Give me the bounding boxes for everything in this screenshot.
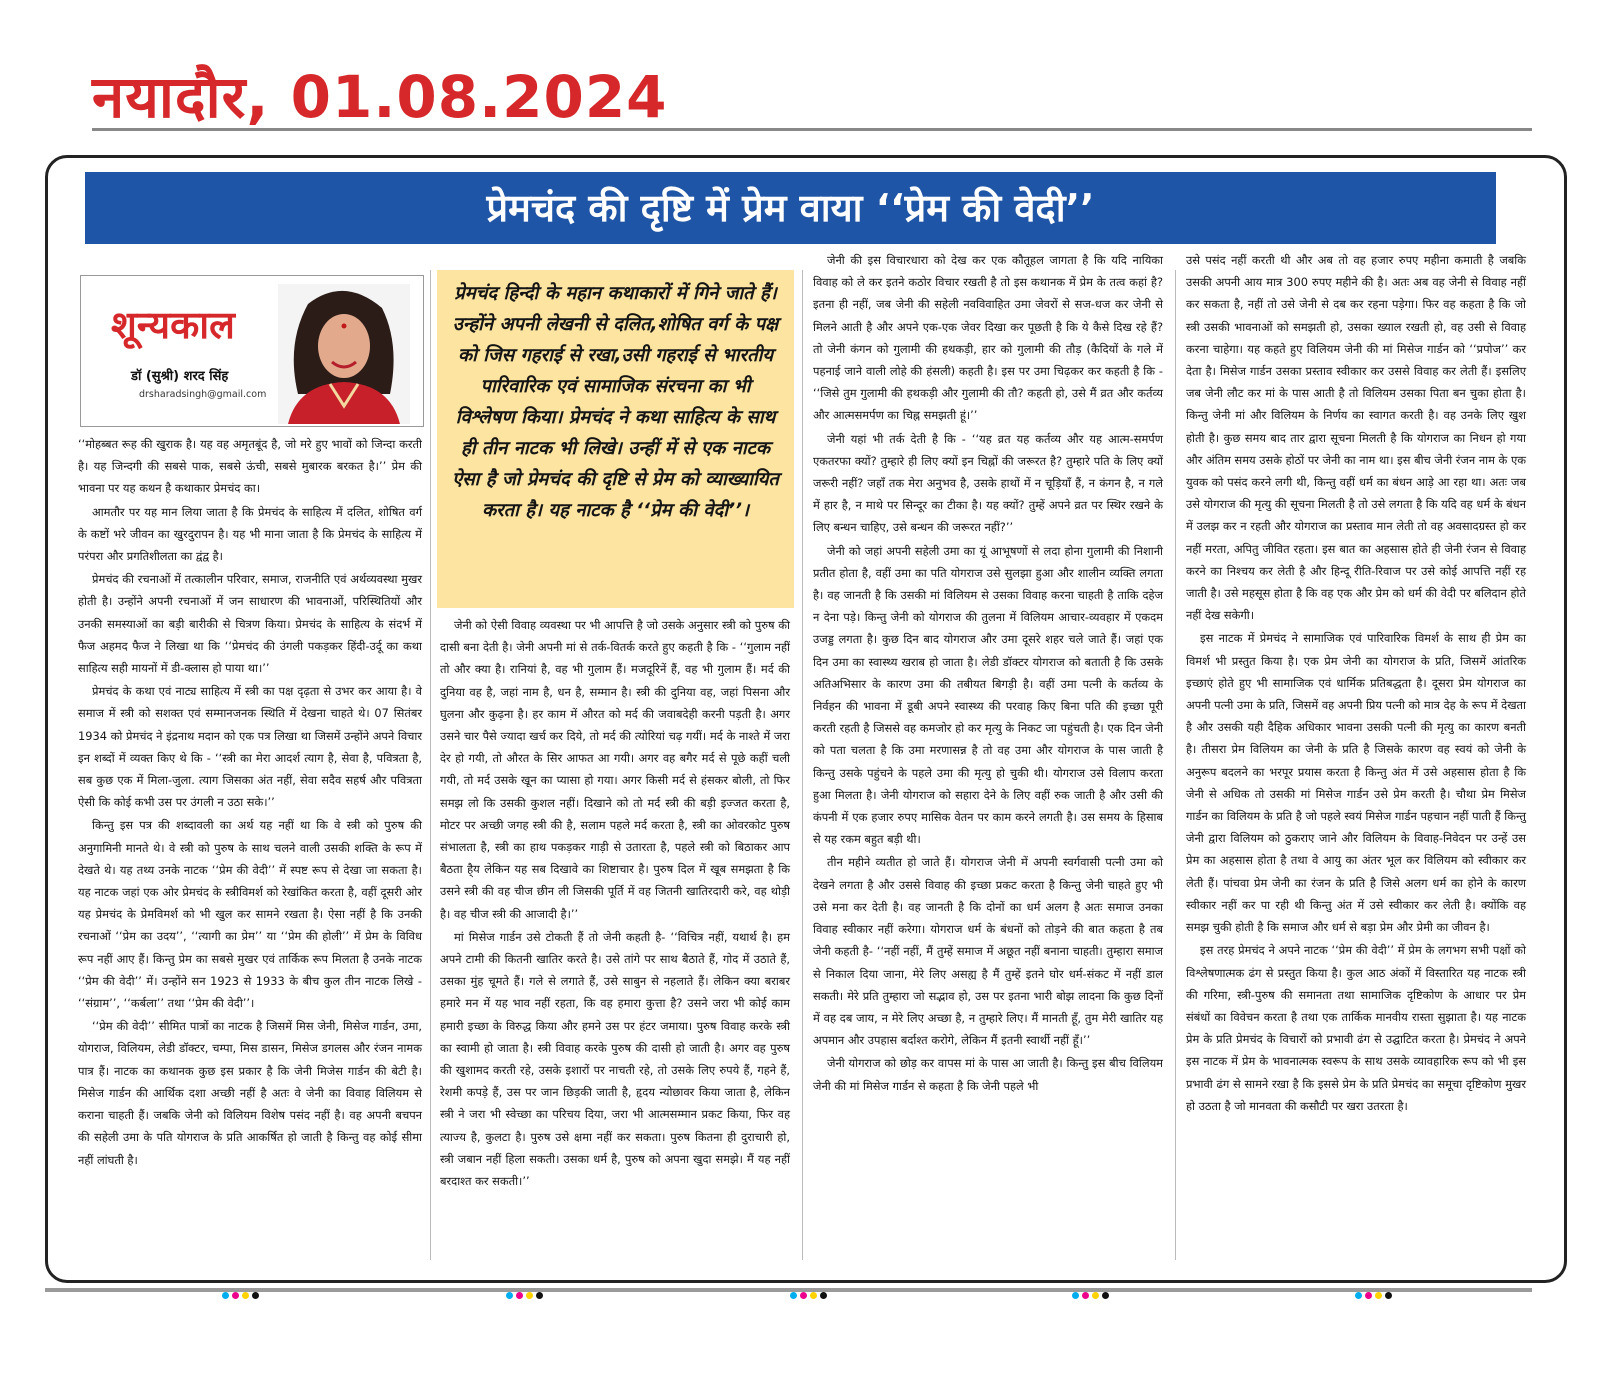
paragraph: ‘‘मोहब्बत रूह की खुराक है। यह वह अमृतबूंद है, जो मरे हुए भावों को जिन्दा करती है। यह जिन्दगी की सबसे पाक, सबसे ऊंची, सबसे मुबारक बरकत है।’’ प्रेम की भावना पर यह कथन है कथाकार प्रेमचंद का। [78, 437, 422, 496]
pull-quote-box [437, 270, 794, 608]
paragraph: जेनी योगराज को छोड़ कर वापस मां के पास आ जाती है। किन्तु इस बीच विलियम जेनी की मां मिसेज गार्डन से कहता है कि जेनी पहले भी [813, 1056, 1163, 1093]
masthead-title: नयादौर, 01.08.2024 [92, 63, 668, 131]
paragraph: मां मिसेज गार्डन उसे टोकती हैं तो जेनी कहती है- ‘‘विचित्र नहीं, यथार्थ है। हम अपने टामी की कितनी खातिर करते है। उसे तांगे पर साथ बैठाते हैं, गोद में उठाते हैं, उसका मुंह चूमते हैं। गले से लगाते हैं, उसे साबुन से नहलाते हैं। लेकिन क्या बराबर हमारे मन में यह भाव नहीं रहता, कि वह हमारा कुत्ता है? उसने जरा भी कोई काम हमारी इच्छा के विरुद्ध किया और हमने उस पर हंटर जमाया। पुरुष विवाह करके स्त्री का स्वामी हो जाता है। स्त्री विवाह करके पुरुष की दासी हो जाती है। अगर वह पुरुष की खुशामद करती रहे, उसके इशारों पर नाचती रहे, तो उसके लिए रुपये हैं, गहने हैं, रेशमी कपड़े हैं, उस पर जान छिड़की जाती है, हृदय न्योछावर किया जाता है, लेकिन स्त्री ने जरा भी स्वेच्छा का परिचय दिया, जरा भी आत्मसम्मान प्रकट किया, फिर वह त्याज्य है, कुलटा है। पुरुष उसे क्षमा नहीं कर सकता। पुरुष कितना ही दुराचारी हो, स्त्री जबान नहीं हिला सकती। उसका धर्म है, पुरुष को अपना खुदा समझे। मैं यह नहीं बरदाश्त कर सकती।’’ [440, 929, 790, 1189]
article-column-4 [1186, 249, 1526, 1118]
column-brand-name: शून्यकाल [111, 303, 235, 347]
paragraph: किन्तु इस पत्र की शब्दावली का अर्थ यह नहीं था कि वे स्त्री को पुरुष की अनुगामिनी मानते थे। वे स्त्री को पुरुष के साथ चलने वाली उसकी शक्ति के रूप में देखते थे। यह तथ्य उनके नाटक ‘‘प्रेम की वेदी’’ में स्पष्ट रूप से देखा जा सकता है। यह नाटक जहां एक ओर प्रेमचंद के स्त्रीविमर्श को रेखांकित करता है, वहीं दूसरी ओर यह प्रेमचंद के प्रेमविमर्श को भी खुल कर सामने रखता है। ऐसा नहीं है कि उनकी रचनाओं ‘‘प्रेम का उदय’’, ‘‘त्यागी का प्रेम’’ या ‘‘प्रेम की होली’’ में प्रेम के विविध रूप नहीं आए हैं। किन्तु प्रेम का सबसे मुखर एवं तार्किक रूप मिलता है उनके नाटक ‘‘प्रेम की वेदी’’ में। उन्होंने सन 1923 से 1933 के बीच कुल तीन नाटक लिखे - ‘‘संग्राम’’, ‘‘कर्बला’’ तथा ‘‘प्रेम की वेदी’’। [78, 818, 422, 1011]
registration-mark [506, 1292, 543, 1300]
footer-rule [45, 1288, 1532, 1292]
paragraph: ‘‘प्रेम की वेदी’’ सीमित पात्रों का नाटक है जिसमें मिस जेनी, मिसेज गार्डन, उमा, योगराज, विलियम, लेडी डॉक्टर, चम्पा, मिस डासन, मिसेज डगलस और रंजन नामक पात्र हैं। नाटक का कथानक कुछ इस प्रकार है कि जेनी मिजेस गार्डन की बेटी है। मिसेज गार्डन की आर्थिक दशा अच्छी नहीं है अतः वे जेनी का विवाह विलियम से कराना चाहती हैं। जबकि जेनी को विलियम विशेष पसंद नहीं है। वह अपनी बचपन की सहेली उमा के पति योगराज के प्रति आकर्षित हो जाती है किन्तु वह कोई सीमा नहीं लांघती है। [78, 1019, 422, 1167]
article-column-2 [440, 614, 790, 1193]
article-column-3 [813, 249, 1163, 1098]
registration-mark [790, 1292, 827, 1300]
column-divider [1175, 270, 1176, 1260]
paragraph: जेनी यहां भी तर्क देती है कि - ‘‘यह व्रत यह कर्तव्य और यह आत्म-समर्पण एकतरफा क्यों? तुम्हारे ही लिए क्यों इन चिह्नों की जरूरत है? तुम्हारे पति के लिए क्यों जरूरी नहीं? जहाँ तक मेरा अनुभव है, उसके हाथों में न चूड़ियाँ हैं, न कंगन है, न गले में हार है, न माथे पर सिन्दूर का टीका है। यह क्यों? तुम्हें अपने व्रत पर स्थिर रखने के लिए बन्धन चाहिए, उसे बन्धन की जरूरत नहीं?’’ [813, 431, 1163, 535]
paragraph: जेनी की इस विचारधारा को देख कर एक कौतूहल जागता है कि यदि नायिका विवाह को ले कर इतने कठोर विचार रखती है तो इस कथानक में प्रेम के तत्व कहां है? इतना ही नहीं, जब जेनी की सहेली नवविवाहित उमा जेवरों से सज-धज कर जेनी से मिलने आती है और अपने एक-एक जेवर दिखा कर पूछती है कि ये कैसे दिख रहे हैं? तो जेनी कंगन को गुलामी की हथकड़ी, हार को गुलामी की तौड़ (कैदियों के गले में पहनाई जाने वाली लोहे की हंसली) कहती है। इस पर उमा चिढ़कर कर कहती है कि - ‘‘जिसे तुम गुलामी की हथकड़ी और गुलामी की तौ? कहती हो, उसे मैं व्रत और कर्तव्य और आत्मसमर्पण का चिह्न समझती हूं।’’ [813, 253, 1163, 423]
paragraph: प्रेमचंद के कथा एवं नाट्य साहित्य में स्त्री का पक्ष दृढ़ता से उभर कर आया है। वे समाज में स्त्री को सशक्त एवं सम्मानजनक स्थिति में देखना चाहते थे। 07 सितंबर 1934 को प्रेमचंद ने इंद्रनाथ मदान को एक पत्र लिखा था जिसमें उन्होंने अपने विचार इन शब्दों में व्यक्त किए थे कि - ‘‘स्त्री का मेरा आदर्श त्याग है, सेवा है, पवित्रता है, सब कुछ एक में मिला-जुला. त्याग जिसका अंत नहीं, सेवा सदैव सहर्ष और पवित्रता ऐसी कि कोई कभी उस पर उंगली न उठा सके।’’ [78, 684, 422, 810]
column-brand-box [80, 275, 424, 427]
column-divider [430, 270, 431, 1260]
paragraph: तीन महीने व्यतीत हो जाते हैं। योगराज जेनी में अपनी स्वर्गवासी पत्नी उमा को देखने लगता है और उससे विवाह की इच्छा प्रकट करता है किन्तु जेनी चाहते हुए भी उसे मना कर देती है। वह जानती है कि दोनों का धर्म अलग है अतः समाज उनका विवाह स्वीकार नहीं करेगा। योगराज धर्म के बंधनों को तोड़ने की बात कहता है तब जेनी कहती है- ‘‘नहीं नहीं, मैं तुम्हें समाज में अछूत नहीं बनाना चाहती। तुम्हारा समाज से निकाल दिया जाना, मेरे लिए असह्य है मैं तुम्हें इतने घोर धर्म-संकट में नहीं डाल सकती। मेरे प्रति तुम्हारा जो सद्भाव हो, उस पर इतना भारी बोझ लादना कि कुछ दिनों में वह दब जाय, न मेरे लिए अच्छा है, न तुम्हारे लिए। मैं मानती हूँ, तुम मेरी खातिर यह अपमान और उपहास बर्दाश्त करोगे, लेकिन मैं इतनी स्वार्थी नहीं हूँ।’’ [813, 855, 1163, 1048]
paragraph: जेनी को जहां अपनी सहेली उमा का यूं आभूषणों से लदा होना गुलामी की निशानी प्रतीत होता है, वहीं उमा का पति योगराज उसे सुलझा हुआ और शालीन व्यक्ति लगता है। वह जानती है कि उसकी मां विलियम से उसका विवाह करना चाहती है ताकि दहेज न देना पड़े। किन्तु जेनी को योगराज की तुलना में विलियम आचार-व्यवहार में एकदम उजड्ड लगता है। कुछ दिन बाद योगराज और उमा दूसरे शहर चले जाते हैं। जहां एक दिन उमा का स्वास्थ्य खराब हो जाता है। लेडी डॉक्टर योगराज को बताती है कि उसके अतिअभिसार के कारण उमा की तबीयत बिगड़ी है। वहीं उमा पत्नी के कर्तव्य के निर्वहन की भावना में डूबी अपने स्वास्थ्य की परवाह किए बिना पति की इच्छा पूरी करती रहती है जिससे वह कमजोर हो कर मृत्यु के निकट जा पहुंचती है। एक दिन जेनी को पता चलता है कि उमा मरणासन्न है तो वह उमा और योगराज के पास जाती है किन्तु उसके पहुंचने के पहले उमा की मृत्यु हो चुकी थी। योगराज उसे विलाप करता हुआ मिलता है। जेनी योगराज को सहारा देने के लिए वहीं रुक जाती है और उसी की कंपनी में एक हजार रुपए मासिक वेतन पर काम करने लगती है। उस समय के हिसाब से यह रकम बहुत बड़ी थी। [813, 543, 1164, 847]
article-column-1 [78, 433, 422, 1172]
pull-quote-text: प्रेमचंद हिन्दी के महान कथाकारों में गिने जाते हैं। उन्होंने अपनी लेखनी से दलित,शोषित वर्ग के पक्ष को जिस गहराई से रखा,उसी गहराई से भारतीय पारिवारिक एवं सामाजिक संरचना का भी विश्लेषण किया। प्रेमचंद ने कथा साहित्य के साथ ही तीन नाटक भी लिखे। उन्हीं में से एक नाटक ऐसा है जो प्रेमचंद की दृष्टि से प्रेम को व्याख्यायित करता है। यह नाटक है ‘‘प्रेम की वेदी’’। [452, 283, 779, 521]
registration-mark [1355, 1292, 1392, 1300]
article-headline: प्रेमचंद की दृष्टि में प्रेम वाया ‘‘प्रेम की वेदी’’ [85, 172, 1496, 244]
column-divider [802, 270, 803, 1260]
author-photo [278, 284, 410, 424]
paragraph: आमतौर पर यह मान लिया जाता है कि प्रेमचंद के साहित्य में दलित, शोषित वर्ग के कष्टों भरे जीवन का खुरदुरापन है। यह भी माना जाता है कि प्रेमचंद के साहित्य में परंपरा और प्रगतिशीलता का द्वंद्व है। [78, 504, 422, 564]
paragraph: इस तरह प्रेमचंद ने अपने नाटक ‘‘प्रेम की वेदी’’ में प्रेम के लगभग सभी पक्षों को विश्लेषणात्मक ढंग से प्रस्तुत किया है। कुल आठ अंकों में विस्तारित यह नाटक स्त्री की गरिमा, स्त्री-पुरुष की समानता तथा सामाजिक दृष्टिकोण के आधार पर प्रेम संबंधों का विवेचन करता है तथा एक तार्किक मानवीय रास्ता सुझाता है। यह नाटक प्रेम के प्रति प्रेमचंद के विचारों को प्रभावी ढंग से उद्घाटित करता है। प्रेमचंद ने अपने इस नाटक में प्रेम के भावनात्मक स्वरूप के साथ उसके व्यावहारिक रूप को भी इस प्रभावी ढंग से सामने रखा है कि इससे प्रेम के प्रति प्रेमचंद का समूचा दृष्टिकोण मुखर हो उठता है जो मानवता की कसौटी पर खरा उतरता है। [1186, 943, 1526, 1113]
registration-mark [1072, 1292, 1109, 1300]
paragraph: इस नाटक में प्रेमचंद ने सामाजिक एवं पारिवारिक विमर्श के साथ ही प्रेम का विमर्श भी प्रस्तुत किया है। एक प्रेम जेनी का योगराज के प्रति, जिसमें आंतरिक इच्छाएं होते हुए भी सामाजिक एवं धार्मिक प्रतिबद्धता है। दूसरा प्रेम योगराज का अपनी पत्नी उमा के प्रति, जिसमें वह अपनी प्रिय पत्नी को मात्र देह के रूप में देखता है और उसकी यही दैहिक अधिकार भावना उसकी पत्नी की मृत्यु का कारण बनती है। तीसरा प्रेम विलियम का जेनी के प्रति है जिसके कारण वह स्वयं को जेनी के अनुरूप बदलने का भरपूर प्रयास करता है किन्तु अंत में उसे अहसास होता है कि जेनी से अधिक तो उसकी मां मिसेज गार्डन उसे प्रेम करती है। चौथा प्रेम मिसेज गार्डन का विलियम के प्रति है जो पहले स्वयं मिसेज गार्डन पहचान नहीं पाती हैं किन्तु जेनी द्वारा विलियम को ठुकराए जाने और विलियम के विवाह-निवेदन पर उन्हें उस प्रेम का अहसास होता है तथा वे आयु का अंतर भूल कर विलियम को स्वीकार कर लेती हैं। पांचवा प्रेम जेनी का रंजन के प्रति है जिसे अलग धर्म का होने के कारण स्वीकार नहीं कर पा रही थी किन्तु अंत में उसे स्वीकार कर लेती है। क्योंकि वह समझ चुकी होती है कि समाज और धर्म से बड़ा प्रेम और प्रेमी का जीवन है। [1186, 631, 1526, 935]
author-name: डॉ (सुश्री) शरद सिंह [131, 369, 229, 384]
masthead-divider [92, 128, 1532, 131]
paragraph: जेनी को ऐसी विवाह व्यवस्था पर भी आपत्ति है जो उसके अनुसार स्त्री को पुरुष की दासी बना देती है। जेनी अपनी मां से तर्क-वितर्क करते हुए कहती है कि - ‘‘गुलाम नहीं तो और क्या है। रानियां है, वह भी गुलाम हैं। मजदूरिनें हैं, वह भी गुलाम हैं। मर्द की दुनिया वह है, जहां नाम है, धन है, सम्मान है। स्त्री की दुनिया वह, जहां पिसना और घुलना और कुढ़ना है। हर काम में औरत को मर्द की जवाबदेही करनी पड़ती है। अगर उसने चार पैसे ज्यादा खर्च कर दिये, तो मर्द की त्योरियां चढ़ गयीं। मर्द के नाश्ते में जरा देर हो गयी, तो औरत के सिर आफत आ गयी। अगर वह बगैर मर्द से पूछे कहीं चली गयी, तो मर्द उसके खून का प्यासा हो गया। अगर किसी मर्द से हंसकर बोली, तो फिर समझ लो कि उसकी कुशल नहीं। दिखाने को तो मर्द स्त्री की बड़ी इज्जत करता है, मोटर पर अच्छी जगह स्त्री की है, सलाम पहले मर्द करता है, स्त्री का ओवरकोट पुरुष संभालता है, स्त्री का हाथ पकड़कर गाड़ी से उतारता है, पहले स्त्री को बिठाकर आप बैठता है्य लेकिन यह सब दिखावे का शिष्टाचार है। पुरुष दिल में खूब समझता है कि उसने स्त्री की वह चीज छीन ली जिसकी पूर्ति में वह जितनी खातिरदारी करे, वह थोड़ी है। वह चीज स्त्री की आजादी है।’’ [440, 618, 790, 921]
author-email: drsharadsingh@gmail.com [139, 389, 267, 400]
paragraph: प्रेमचंद की रचनाओं में तत्कालीन परिवार, समाज, राजनीति एवं अर्थव्यवस्था मुखर होती है। उन्होंने अपनी रचनाओं में जन साधारण की भावनाओं, परिस्थितियों और उनकी समस्याओं का बड़ी बारीकी से चित्रण किया। प्रेमचंद के साहित्य के संदर्भ में फैज अहमद फैज ने लिखा था कि ‘‘प्रेमचंद की उंगली पकड़कर हिंदी-उर्दू का कथा साहित्य सही मायनों में डी-क्लास हो पाया था।’’ [78, 572, 422, 676]
paragraph: उसे पसंद नहीं करती थी और अब तो वह हजार रुपए महीना कमाती है जबकि उसकी अपनी आय मात्र 300 रुपए महीने की है। अतः अब वह जेनी से विवाह नहीं कर सकता है, नहीं तो उसे जेनी से दब कर रहना पड़ेगा। फिर वह कहता है कि जो स्त्री उसकी भावनाओं को समझती हो, उसका ख्याल रखती हो, वह उसी से विवाह करना चाहेगा। यह कहते हुए विलियम जेनी की मां मिसेज गार्डन को ‘‘प्रपोज’’ कर देता है। मिसेज गार्डन उसका प्रस्ताव स्वीकार कर उससे विवाह कर लेती हैं। इसलिए जब जेनी लौट कर मां के पास आती है तो विलियम उसका पिता बन चुका होता है। किन्तु जेनी मां और विलियम के निर्णय का स्वागत करती है। वह उनके लिए खुश होती है। कुछ समय बाद तार द्वारा सूचना मिलती है कि योगराज का निधन हो गया और अंतिम समय उसके होठों पर जेनी का नाम था। इस बीच जेनी रंजन नाम के एक युवक को पसंद करने लगी थी, किन्तु वहीं धर्म का बंधन आड़े आ रहा था। अतः जब उसे योगराज की मृत्यु की सूचना मिलती है तो उसे लगता है कि यदि वह धर्म के बंधन में उलझ कर न रहती और योगराज का प्रस्ताव मान लेती तो वह अवसादग्रस्त हो कर नहीं मरता, अपितु जीवित रहता। इस बात का अहसास होते ही जेनी रंजन से विवाह करने का निश्चय कर लेती है और हिन्दू रीति-रिवाज पर उसे कोई आपत्ति नहीं रह जाती है। उसे महसूस होता है कि वह एक और प्रेम को धर्म की वेदी पर बलिदान होते नहीं देख सकेगी। [1186, 253, 1526, 623]
registration-mark [222, 1292, 259, 1300]
